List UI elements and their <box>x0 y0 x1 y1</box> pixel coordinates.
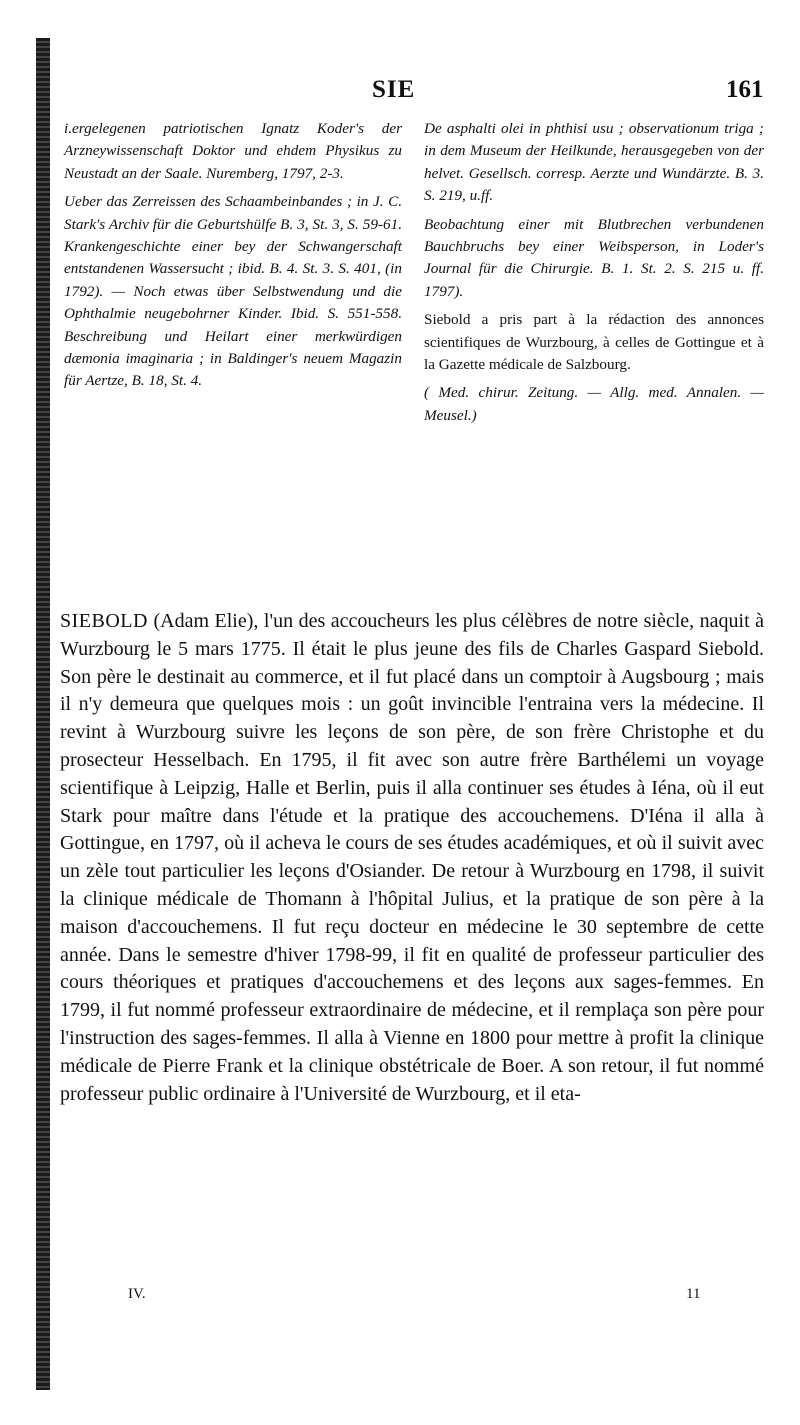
left-column <box>64 118 402 399</box>
bibliography-entry: Beobachtung einer mit Blutbrechen verbundenen Bauchbruchs bey einer Weibsperson, in Loder's Journal für die Chirurgie. B. 1. St. 2. S. 215 u. ff. 1797). <box>424 215 764 300</box>
editorial-note: Siebold a pris part à la rédaction des annonces scientifiques de Wurzbourg, à celles de Gottingue et à la Gazette médicale de Salzbourg. <box>424 311 764 374</box>
signature-marks <box>0 1286 800 1310</box>
running-head <box>0 76 800 106</box>
signature-mark-right: 11 <box>686 1286 701 1302</box>
running-head-title: SIE <box>372 76 416 103</box>
right-column <box>424 118 764 433</box>
biography-article <box>60 608 764 1108</box>
article-headword: SIEBOLD <box>60 610 148 632</box>
page-binding-edge <box>36 38 50 1390</box>
signature-mark-left: IV. <box>128 1286 146 1302</box>
bibliography-entry: Ueber das Zerreissen des Schaambeinbandes ; in J. C. Stark's Archiv für die Geburtshülfe B. 3, St. 3, S. 59-61. Krankengeschichte einer bey der Schwangerschaft entstandenen Wassersucht ; ibid. B. 4. St. 3. S. 401, (in 1792). — Noch etwas über Selbstwendung und die Ophthalmie neugebohrner Kinder. Ibid. S. 551-558. Beschreibung und Heilart einer merkwürdigen dæmonia imaginaria ; in Baldinger's neuem Magazin für Aertze, B. 18, St. 4. <box>64 193 402 390</box>
sources-note: ( Med. chirur. Zeitung. — Allg. med. Annalen. — Meusel.) <box>424 384 764 424</box>
article-given-names: (Adam Elie), <box>153 610 259 632</box>
page-number: 161 <box>726 76 764 103</box>
bibliography-entry: De asphalti olei in phthisi usu ; observationum triga ; in dem Museum der Heilkunde, herausgegeben von der helvet. Gesellsch. corresp. Aerzte und Wundärzte. B. 3. S. 219, u.ff. <box>424 120 764 205</box>
bibliography-entry: i.ergelegenen patriotischen Ignatz Koder's der Arzneywissenschaft Doktor und ehdem Physikus zu Neustadt an der Saale. Nuremberg, 1797, 2-3. <box>64 120 402 182</box>
article-body: l'un des accoucheurs les plus célèbres de notre siècle, naquit à Wurzbourg le 5 mars 1775. Il était le plus jeune des fils de Charles Gaspard Siebold. Son père le destinait au commerce, et il fut placé dans un comptoir à Augsbourg ; mais il n'y demeura que quelques mois : un goût invincible l'entraina vers la médecine. Il revint à Wurzbourg suivre les leçons de son père, de son frère Christophe et du prosecteur Hesselbach. En 1795, il fit avec son autre frère Barthélemi un voyage scientifique à Leipzig, Halle et Berlin, puis il alla continuer ses études à Iéna, où il eut Stark pour maître dans l'étude et la pratique des accouchemens. D'Iéna il alla à Gottingue, en 1797, où il acheva le cours de ses études académiques, et où il suivit avec un zèle tout particulier les leçons d'Osiander. De retour à Wurzbourg en 1798, il suivit la clinique médicale de Thomann à l'hôpital Julius, et la pratique de son père à la maison d'accouchemens. Il fut reçu docteur en médecine le 30 septembre de cette année. Dans le semestre d'hiver 1798-99, il fit en qualité de professeur particulier des cours théoriques et pratiques d'accouchemens et des leçons aux sages-femmes. En 1799, il fut nommé professeur extraordinaire de médecine, et il remplaça son père pour l'instruction des sages-femmes. Il alla à Vienne en 1800 pour mettre à profit la clinique médicale de Pierre Frank et la clinique obstétricale de Boer. A son retour, il fut nommé professeur public ordinaire à l'Université de Wurzbourg, et il eta- <box>60 610 765 1105</box>
